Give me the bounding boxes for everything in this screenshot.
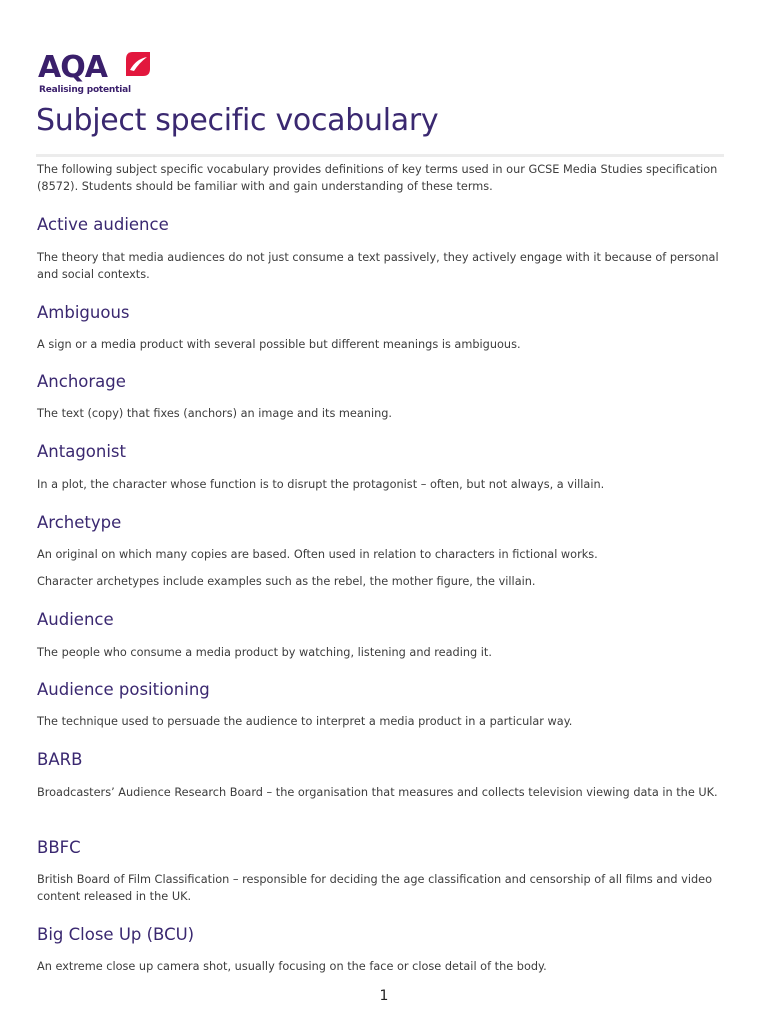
term-definition: British Board of Film Classification – responsible for deciding the age classification and censorship of all films and video content released in the UK. [37,873,712,903]
term-definition: An original on which many copies are based. Often used in relation to characters in fictional works. [37,548,598,561]
term-definition: The people who consume a media product by watching, listening and reading it. [37,646,492,659]
term-heading: Anchorage [37,372,126,391]
term-heading: BARB [37,750,83,769]
term-definition: The text (copy) that fixes (anchors) an image and its meaning. [37,407,393,420]
term-definition: Broadcasters’ Audience Research Board – the organisation that measures and collects television viewing data in the UK. [37,786,718,799]
term-heading: Audience [37,610,114,629]
logo-text: AQA [38,50,107,85]
term-definition: The technique used to persuade the audience to interpret a media product in a particular way. [37,715,573,728]
intro-paragraph: The following subject specific vocabulary provides definitions of key terms used in our GCSE Media Studies specification (8572). Students should be familiar with and gain understanding of these terms. [37,163,718,193]
logo-tagline: Realising potential [39,85,131,95]
term-heading: BBFC [37,838,81,857]
swoosh-icon [123,49,153,79]
term-heading: Antagonist [37,442,127,461]
aqa-logo [38,48,168,98]
term-definition: An extreme close up camera shot, usually focusing on the face or close detail of the body. [37,960,547,973]
title-divider [36,154,724,157]
term-definition: A sign or a media product with several possible but different meanings is ambiguous. [37,338,521,351]
page-number: 1 [379,988,389,1004]
term-definition: The theory that media audiences do not just consume a text passively, they actively engage with it because of personal and social contexts. [37,251,719,281]
term-definition: In a plot, the character whose function is to disrupt the protagonist – often, but not always, a villain. [37,478,605,491]
term-heading: Audience positioning [37,680,210,699]
term-definition: Character archetypes include examples such as the rebel, the mother figure, the villain. [37,575,536,588]
term-heading: Active audience [37,215,169,234]
term-heading: Big Close Up (BCU) [37,925,195,944]
term-heading: Ambiguous [37,303,130,322]
page-title: Subject specific vocabulary [36,103,439,138]
term-heading: Archetype [37,513,122,532]
